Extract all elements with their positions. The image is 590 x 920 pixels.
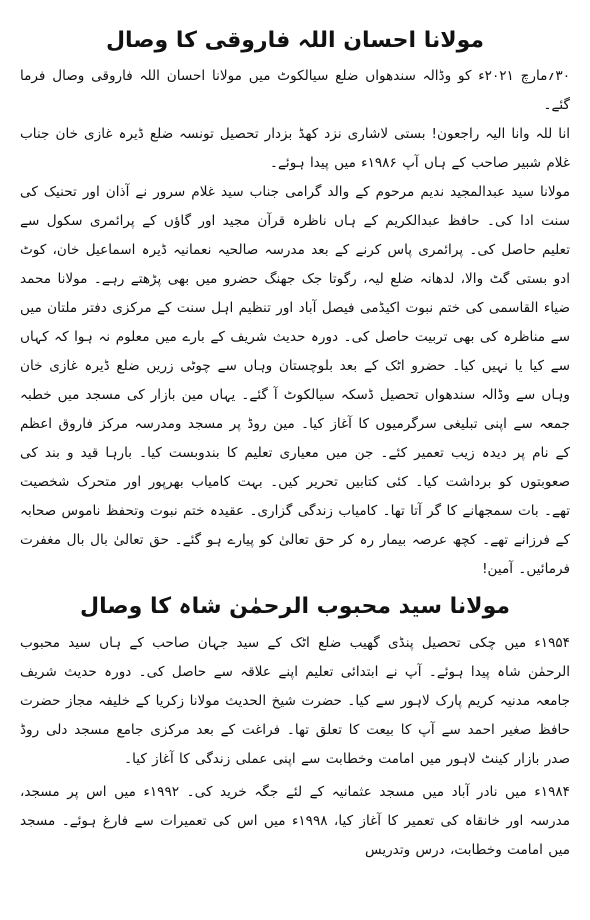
article-one-title: مولانا احسان اللہ فاروقی کا وصال	[105, 28, 485, 53]
article-two-title: مولانا سید محبوب الرحمٰن شاہ کا وصال	[80, 594, 510, 620]
article-one-paragraph-3: مولانا سید عبدالمجید ندیم مرحوم کے والد گرامی جناب سید غلام سرور نے آذان اور تحنیک کی سنت ادا کی۔ حافظ عبدالکریم کے ہاں ناظرہ قرآن مجید اور گاؤں کے پرائمری سکول سے تعلیم حاصل کی۔ پرائمری پاس کرنے کے بعد مدرسہ صالحیہ نعمانیہ ڈیرہ اسماعیل خان، کوٹ ادو بستی گٹ والا، لدھانہ ضلع لیہ، رگوتا جک جھنگ حضرو میں بھی پڑھتے رہے۔ مولانا محمد ضیاء القاسمی کی ختم نبوت اکیڈمی فیصل آباد اور تنظیم اہل سنت کے مرکزی دفتر ملتان میں سے مناظرہ کی بھی تربیت حاصل کی۔ دورہ حدیث شریف کے بارے میں معلوم نہ ہوا کہ کہاں سے کیا یا نہیں کیا۔ حضرو اٹک کے بعد بلوچستان وہاں سے چوٹی زریں ضلع ڈیرہ غازی خان وہاں سے وڈالہ سندھواں تحصیل ڈسکہ سیالکوٹ آ گئے۔ یہاں مین بازار کی مسجد میں خطبہ جمعہ سے اپنی تبلیغی سرگرمیوں کا آغاز کیا۔ مین روڈ پر مسجد ومدرسہ مرکز فاروق اعظم کے نام پر دیدہ زیب تعمیر کئے۔ جن میں معیاری تعلیم کا بندوبست کیا۔ بارہا قید و بند کی صعوبتوں کو برداشت کیا۔ کئی کتابیں تحریر کیں۔ بہت کامیاب بھرپور اور متحرک شخصیت تھے۔ بات سمجھانے کا گر آتا تھا۔ کامیاب زندگی گزاری۔ عقیدہ ختم نبوت وتحفظ ناموس صحابہ کے فرزانے تھے۔ کچھ عرصہ بیمار رہ کر حق تعالیٰ کو پیارے ہو گئے۔ حق تعالیٰ بال بال مغفرت فرمائیں۔ آمین!	[20, 184, 570, 578]
article-one-paragraph-1: ۳۰؍مارچ ۲۰۲۱ء کو وڈالہ سندھواں ضلع سیالکوٹ میں مولانا احسان اللہ فاروقی وصال فرما گئے۔	[20, 68, 570, 114]
article-two-paragraph-2: ۱۹۸۴ء میں نادر آباد میں مسجد عثمانیہ کے لئے جگہ خرید کی۔ ۱۹۹۲ء میں اس پر مسجد، مدرسہ اور خانقاہ کی تعمیر کا آغاز کیا، ۱۹۹۸ء میں اس کی تعمیرات سے فارغ ہوئے۔ مسجد میں امامت وخطابت، درس وتدریس	[20, 783, 570, 858]
article-one-paragraph-2: انا للہ وانا الیہ راجعون! بستی لاشاری نزد کھڈ بزدار تحصیل تونسہ ضلع ڈیرہ غازی خان جناب غلام شبیر صاحب کے ہاں آپ ۱۹۸۶ء میں پیدا ہوئے۔	[20, 126, 570, 172]
article-two-paragraph-1: ۱۹۵۴ء میں چکی تحصیل پنڈی گھیب ضلع اٹک کے سید جہان صاحب کے ہاں سید محبوب الرحمٰن شاہ پیدا ہوئے۔ آپ نے ابتدائی تعلیم اپنے علاقہ سے حاصل کی۔ دورہ حدیث شریف جامعہ مدنیہ کریم پارک لاہور سے کیا۔ حضرت شیخ الحدیث مولانا زکریا کے خلیفہ مجاز حضرت حافظ صغیر احمد سے آپ کا بیعت کا تعلق تھا۔ فراغت کے بعد مرکزی جامع مسجد دلی روڈ صدر بازار کینٹ لاہور میں امامت وخطابت سے اپنی عملی زندگی کا آغاز کیا۔	[20, 634, 570, 767]
